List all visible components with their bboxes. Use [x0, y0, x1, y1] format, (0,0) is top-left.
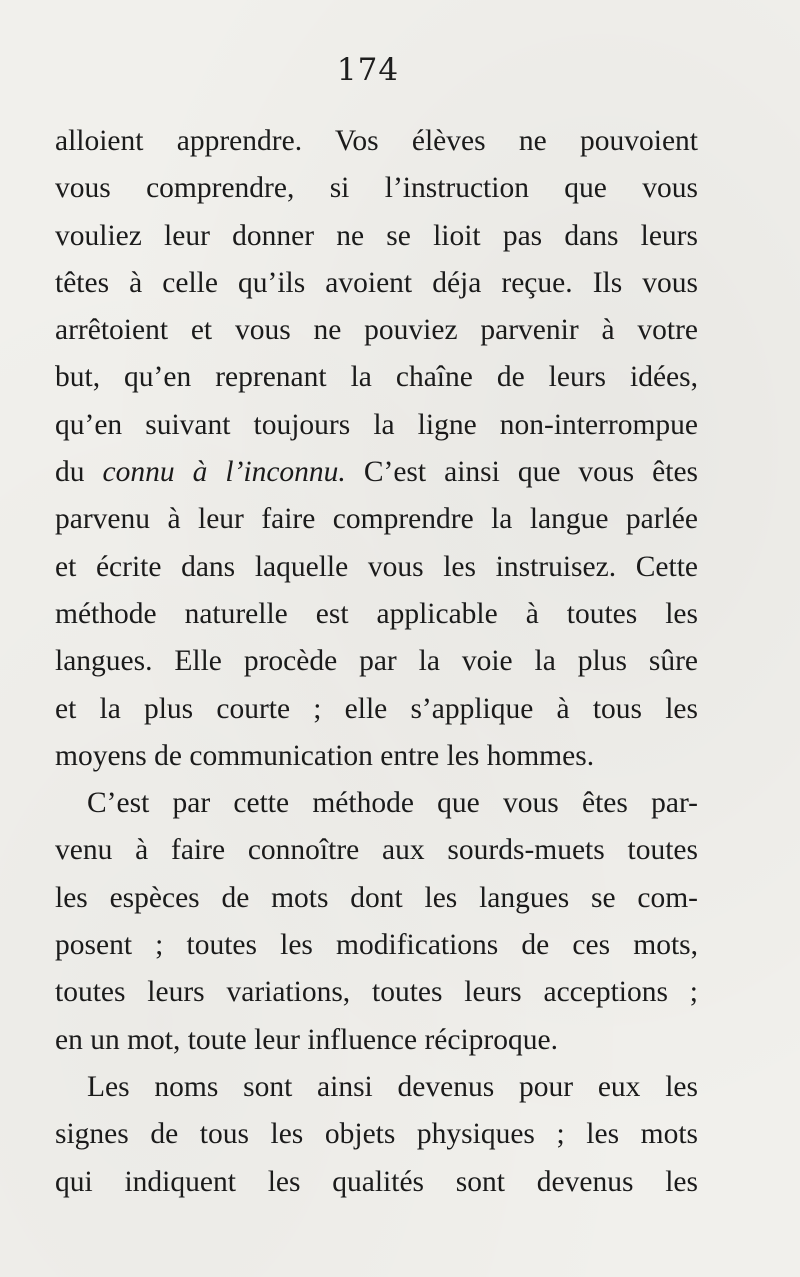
text-line: parvenu à leur faire comprendre la langue parlée	[55, 503, 698, 536]
text-segment: du	[55, 456, 85, 489]
paragraph-start-line: Les noms sont ainsi devenus pour eux les	[87, 1070, 698, 1103]
text-line: vouliez leur donner ne se lioit pas dans leurs	[55, 219, 698, 252]
text-line: les espèces de mots dont les langues se com-	[55, 881, 698, 914]
text-line: vous comprendre, si l’instruction que vous	[55, 172, 698, 205]
italic-phrase: connu à l’inconnu.	[102, 456, 346, 489]
paragraph-end-line: en un mot, toute leur influence réciproque.	[55, 1023, 558, 1056]
text-line: signes de tous les objets physiques ; les mots	[55, 1118, 698, 1151]
text-line: méthode naturelle est applicable à toutes les	[55, 597, 698, 630]
text-line: toutes leurs variations, toutes leurs acceptions ;	[55, 976, 698, 1009]
text-line: qu’en suivant toujours la ligne non-interrompue	[55, 408, 698, 441]
text-line: alloient apprendre. Vos élèves ne pouvoient	[55, 125, 698, 157]
text-segment: C’est ainsi que vous êtes	[363, 456, 699, 489]
text-line: venu à faire connoître aux sourds-muets toutes	[55, 834, 698, 867]
text-line: langues. Elle procède par la voie la plus sûre	[55, 645, 698, 678]
paragraph-start-line: C’est par cette méthode que vous êtes par-	[87, 787, 698, 820]
text-line: qui indiquent les qualités sont devenus les	[55, 1165, 698, 1198]
text-line: posent ; toutes les modifications de ces mots,	[55, 929, 698, 962]
text-line: têtes à celle qu’ils avoient déja reçue. Ils vous	[55, 266, 698, 299]
text-line: but, qu’en reprenant la chaîne de leurs idées,	[55, 361, 698, 394]
page-number: 174	[336, 52, 400, 88]
paragraph-end-line: moyens de communication entre les hommes.	[55, 739, 595, 772]
text-line: et écrite dans laquelle vous les instruisez. Cette	[55, 550, 698, 583]
text-line-with-italic	[55, 449, 698, 496]
text-line: arrêtoient et vous ne pouviez parvenir à votre	[55, 314, 698, 347]
body-text	[55, 118, 698, 1206]
text-line: et la plus courte ; elle s’applique à tous les	[55, 692, 698, 725]
